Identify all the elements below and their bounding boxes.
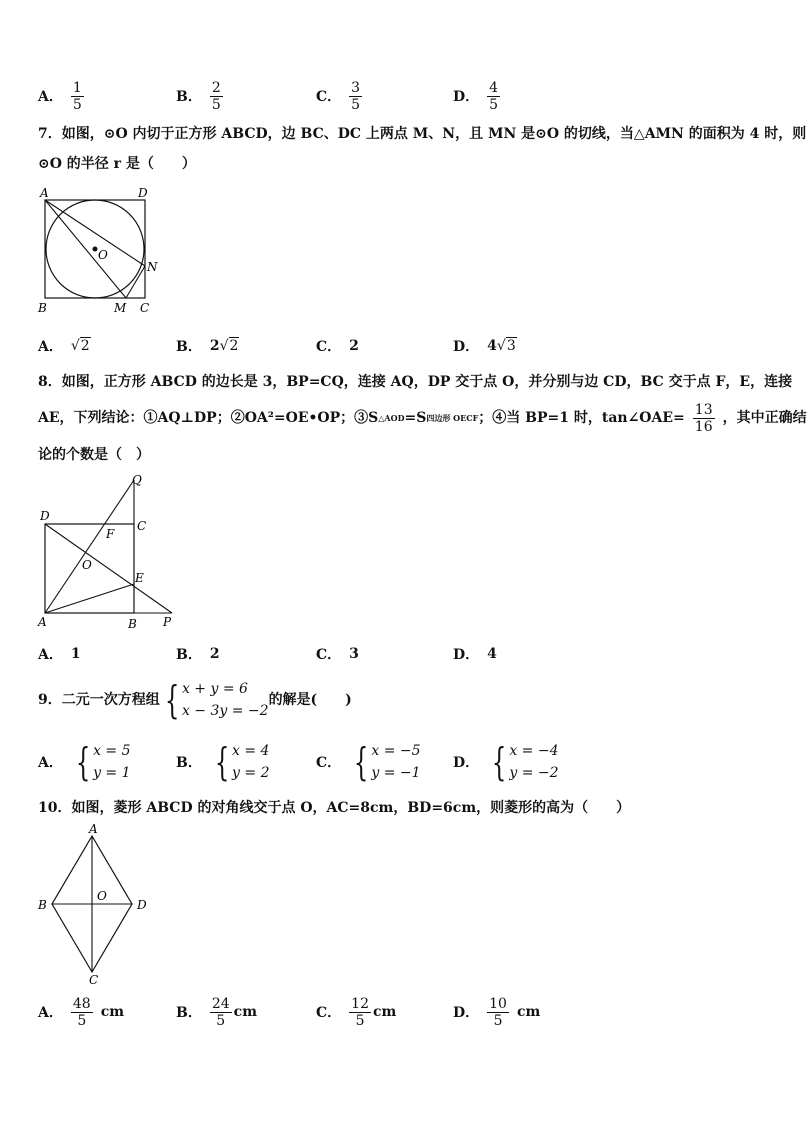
solution-system: { x = −4 y = −2	[491, 740, 559, 784]
fraction: $\frac{24}{5}$	[211, 995, 230, 1029]
center-point	[93, 247, 98, 252]
label-c: C	[89, 973, 99, 987]
label-m: M	[114, 301, 127, 315]
solution-system: { x = 5 y = 1	[75, 740, 131, 784]
sqrt: √2	[219, 338, 239, 354]
q9-option-d: D． { x = −4 y = −2	[453, 740, 559, 784]
q10-line1: 10．如图，菱形 ABCD 的对角线交于点 O，AC=8cm，BD=6cm，则菱形的高为（ ）	[38, 800, 631, 816]
sqrt: √3	[496, 338, 516, 354]
fraction: $\frac{4}{5}$	[489, 79, 499, 113]
q9-stem: 9．二元一次方程组 { x + y = 6 x − 3y = −2 的解是( )	[38, 678, 352, 722]
label-o: O	[97, 889, 107, 903]
fraction: $\frac{2}{5}$	[211, 79, 221, 113]
q9-option-a: A． { x = 5 y = 1	[38, 740, 131, 784]
q7-line2: ⊙O 的半径 r 是（ ）	[38, 156, 196, 172]
q10-option-d: D． $\frac{10}{5}$ cm	[453, 995, 541, 1029]
q6-option-b: B． $\frac{2}{5}$	[176, 79, 221, 113]
label-q: Q	[132, 473, 142, 487]
q8-line2: AE，下列结论：①AQ⊥DP；②OA²=OE•OP；③S △AOD =S 四边形 OECF ；④当 BP=1 时，tan∠OAE= $\frac{13}{16}$ ，其中正确结	[38, 401, 807, 435]
label-d: D	[137, 898, 147, 912]
sqrt: √2	[70, 338, 90, 354]
q10-option-b: B． $\frac{24}{5}$ cm	[176, 995, 258, 1029]
segment-mn	[126, 266, 145, 298]
label-e: E	[135, 571, 144, 585]
fraction: $\frac{10}{5}$	[489, 995, 507, 1029]
label-c: C	[140, 301, 150, 315]
q10-option-a: A． $\frac{48}{5}$ cm	[38, 995, 125, 1029]
q8-figure	[34, 472, 184, 632]
segment-ae	[45, 584, 134, 613]
q8-line1: 8．如图，正方形 ABCD 的边长是 3，BP=CQ，连接 AQ，DP 交于点 O，并分别与边 CD，BC 交于点 F，E，连接	[38, 374, 793, 390]
fraction: $\frac{3}{5}$	[351, 79, 361, 113]
q8-option-c: C． 3	[316, 646, 359, 663]
q8-line3: 论的个数是（ ）	[38, 447, 150, 463]
label-p: P	[163, 615, 172, 629]
solution-system: { x = −5 y = −1	[353, 740, 421, 784]
q7-option-a: A． √2	[38, 338, 90, 355]
label-a: A	[38, 615, 47, 629]
q10-figure	[34, 822, 164, 988]
q7-option-c: C． 2	[316, 338, 359, 355]
label-o: O	[98, 248, 108, 262]
q7-option-d: D． 4 √3	[453, 338, 516, 355]
label-d: D	[40, 509, 50, 523]
label-d: D	[138, 186, 148, 200]
q6-option-d: D． $\frac{4}{5}$	[453, 79, 499, 113]
segment-an	[45, 200, 145, 266]
q8-option-b: B． 2	[176, 646, 220, 663]
q7-option-b: B． 2 √2	[176, 338, 239, 355]
segment-aq	[45, 480, 134, 613]
q9-option-c: C． { x = −5 y = −1	[316, 740, 421, 784]
label-o: O	[82, 558, 92, 572]
fraction: $\frac{1}{5}$	[72, 79, 82, 113]
solution-system: { x = 4 y = 2	[214, 740, 270, 784]
label-b: B	[38, 898, 47, 912]
q9-option-b: B． { x = 4 y = 2	[176, 740, 270, 784]
q8-option-a: A． 1	[38, 646, 81, 663]
label-b: B	[38, 301, 47, 315]
label-c: C	[137, 519, 147, 533]
label-a: A	[40, 186, 49, 200]
equation-system: { x + y = 6 x − 3y = −2	[164, 678, 269, 722]
q6-option-a: A． $\frac{1}{5}$	[38, 79, 82, 113]
label-n: N	[147, 260, 158, 274]
q6-option-c: C． $\frac{3}{5}$	[316, 79, 361, 113]
fraction: $\frac{48}{5}$	[72, 995, 91, 1029]
label-a: A	[89, 822, 98, 836]
fraction: $\frac{12}{5}$	[351, 995, 369, 1029]
q10-option-c: C． $\frac{12}{5}$ cm	[316, 995, 397, 1029]
label-b: B	[128, 617, 137, 631]
label-f: F	[106, 527, 115, 541]
q7-line1: 7．如图，⊙O 内切于正方形 ABCD，边 BC、DC 上两点 M、N，且 MN 是⊙O 的切线，当△AMN 的面积为 4 时，则	[38, 126, 807, 142]
q7-figure	[34, 186, 164, 318]
segment-am	[45, 200, 126, 298]
fraction: $\frac{13}{16}$	[694, 401, 713, 435]
q8-option-d: D． 4	[453, 646, 497, 663]
